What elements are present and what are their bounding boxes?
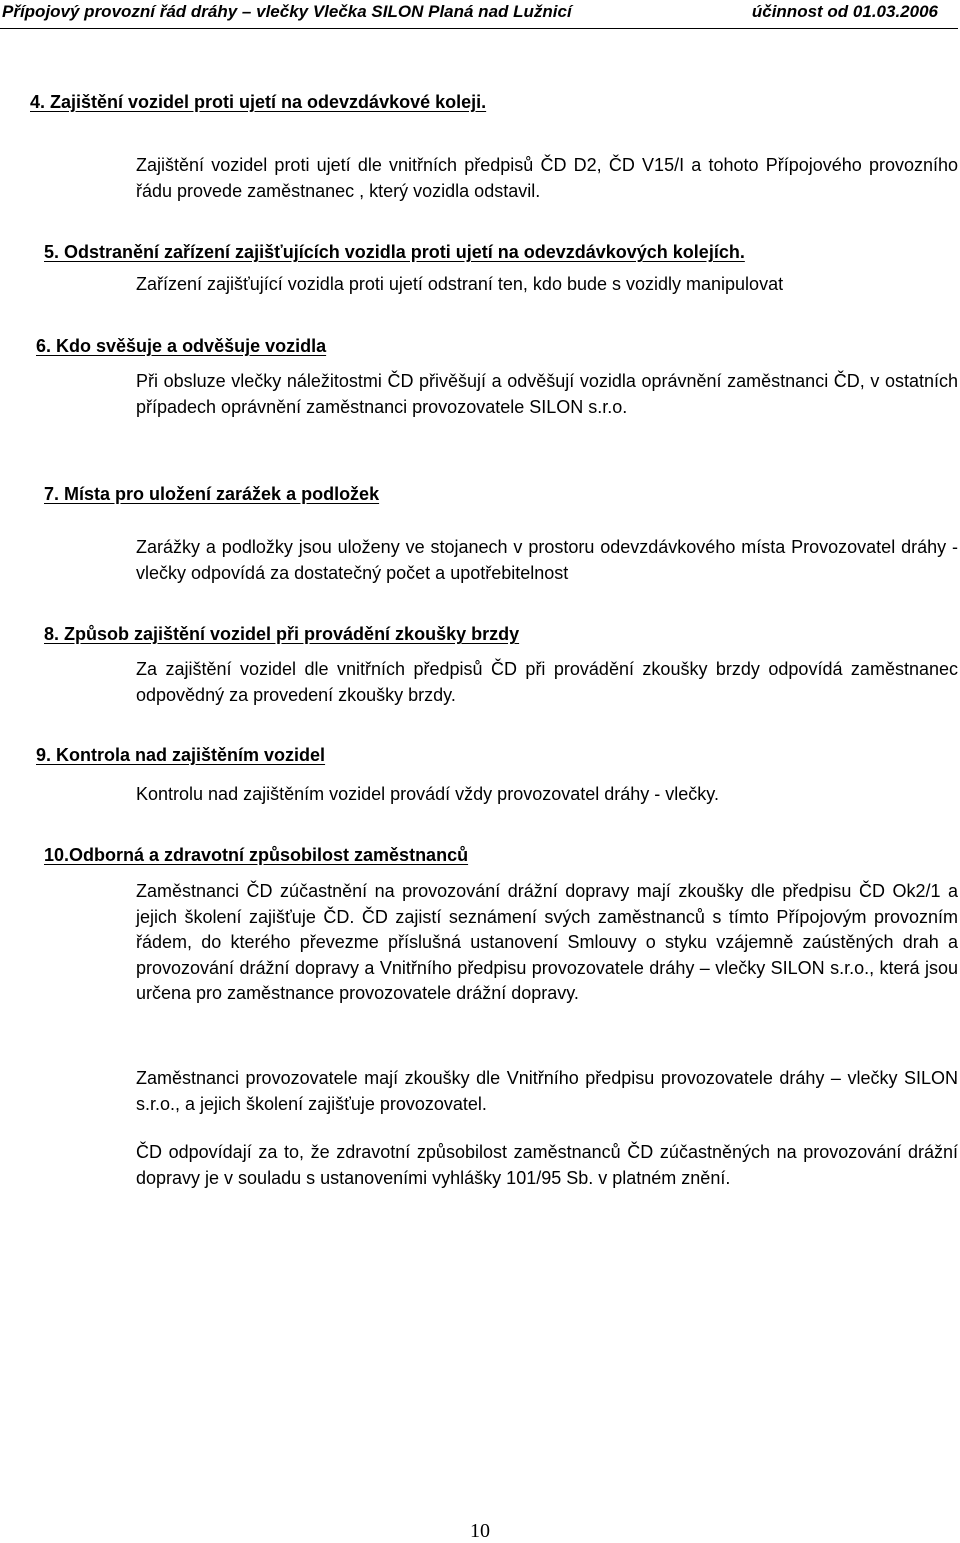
section-heading-9: 9. Kontrola nad zajištěním vozidel: [36, 745, 326, 765]
section-paragraph: Při obsluze vlečky náležitostmi ČD přivěšují a odvěšují vozidla oprávnění zaměstnanci ČD, v ostatních případech oprávnění zaměstnanci provozovatele SILON s.r.o.: [136, 371, 958, 417]
section-paragraph: ČD odpovídají za to, že zdravotní způsobilost zaměstnanců ČD zúčastněných na provozování drážní dopravy je v souladu s ustanoveními vyhlášky 101/95 Sb. v platném znění.: [136, 1142, 958, 1188]
section-heading-5: 5. Odstranění zařízení zajišťujících vozidla proti ujetí na odevzdávkových kolejích.: [44, 242, 745, 262]
section-paragraph: Zaměstnanci provozovatele mají zkoušky dle Vnitřního předpisu provozovatele dráhy – vlečky SILON s.r.o., a jejich školení zajišťuje provozovatel.: [136, 1068, 958, 1114]
section-paragraph: Zaměstnanci ČD zúčastnění na provozování drážní dopravy mají zkoušky dle předpisu ČD Ok2/1 a jejich školení zajišťuje ČD. ČD zajistí seznámení svých zaměstnanců s tímto Přípojovým provozním řádem, do kterého převezme příslušná ustanovení Smlouvy o styku vzájemně zaústěných drah a provozování drážní dopravy a Vnitřního předpisu provozovatele dráhy – vlečky SILON s.r.o., která jsou určena pro zaměstnance provozovatele drážní dopravy.: [136, 881, 958, 1003]
header-rule: [0, 28, 958, 29]
section-heading-8: 8. Způsob zajištění vozidel při provádění zkoušky brzdy: [44, 624, 520, 644]
section-heading-4: 4. Zajištění vozidel proti ujetí na odevzdávkové koleji.: [30, 92, 487, 112]
page-header: [0, 2, 960, 26]
header-effective-date: účinnost od 01.03.2006: [751, 2, 938, 21]
section-heading-10: 10.Odborná a zdravotní způsobilost zaměstnanců: [44, 845, 469, 865]
section-paragraph: Za zajištění vozidel dle vnitřních předpisů ČD při provádění zkoušky brzdy odpovídá zaměstnanec odpovědný za provedení zkoušky brzdy.: [136, 659, 958, 705]
page-number: 10: [470, 1520, 490, 1542]
section-paragraph: Zařízení zajišťující vozidla proti ujetí odstraní ten, kdo bude s vozidly manipulovat: [136, 274, 784, 294]
section-heading-6: 6. Kdo svěšuje a odvěšuje vozidla: [36, 336, 327, 356]
header-title: Přípojový provozní řád dráhy – vlečky Vlečka SILON Planá nad Lužnicí: [2, 2, 572, 21]
section-heading-7: 7. Místa pro uložení zarážek a podložek: [44, 484, 380, 504]
section-paragraph: Zajištění vozidel proti ujetí dle vnitřních předpisů ČD D2, ČD V15/I a tohoto Přípojového provozního řádu provede zaměstnanec , který vozidla odstavil.: [136, 155, 958, 201]
section-paragraph: Zarážky a podložky jsou uloženy ve stojanech v prostoru odevzdávkového místa Provozovatel dráhy - vlečky odpovídá za dostatečný počet a upotřebitelnost: [136, 537, 958, 583]
section-paragraph: Kontrolu nad zajištěním vozidel provádí vždy provozovatel dráhy - vlečky.: [136, 784, 719, 804]
